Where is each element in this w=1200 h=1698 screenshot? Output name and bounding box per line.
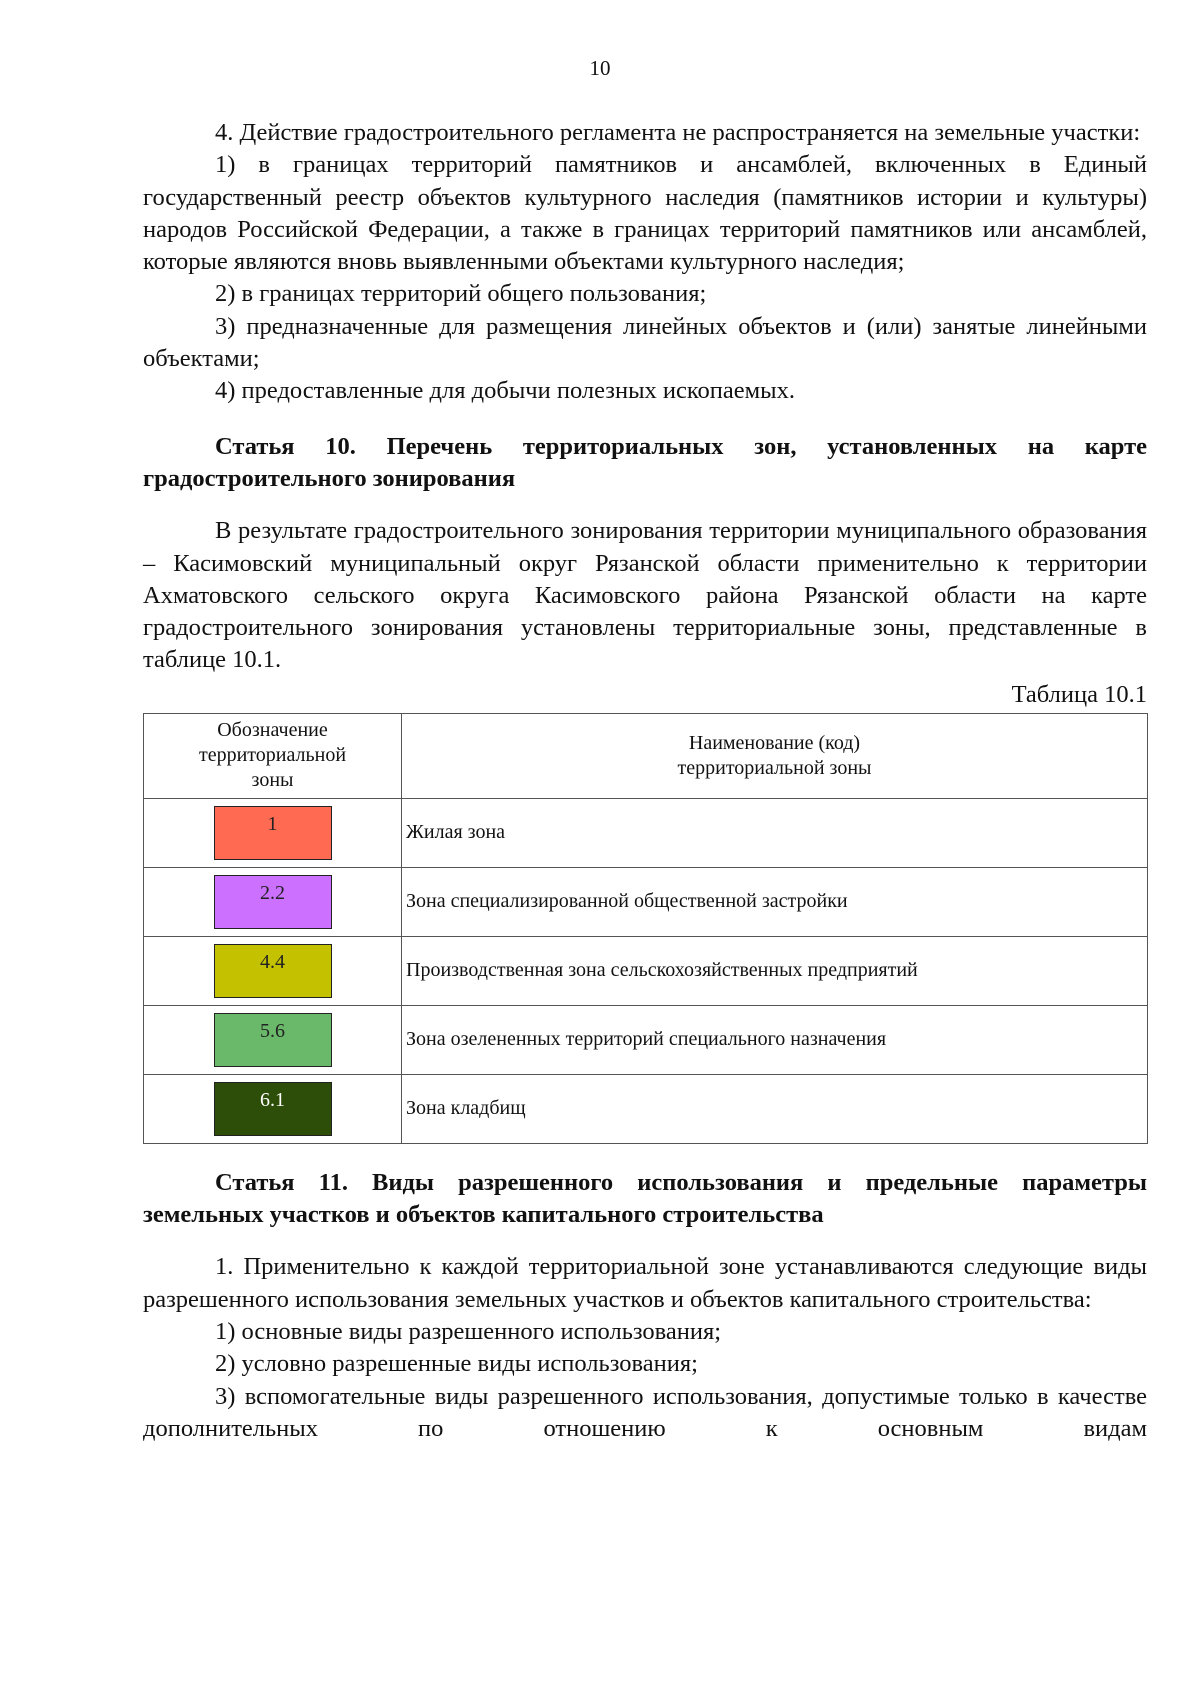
zone-code-cell (144, 798, 402, 867)
zone-name-cell: Зона специализированной общественной застройки (402, 867, 1148, 936)
table-header-name: Наименование (код) территориальной зоны (402, 713, 1148, 798)
zone-name-cell: Производственная зона сельскохозяйственных предприятий (402, 936, 1148, 1005)
page-number: 10 (589, 56, 611, 80)
zone-code-cell (144, 936, 402, 1005)
list-item-3: 3) вспомогательные виды разрешенного использования, допустимые только в качестве дополнительных по отношению к основным видам (143, 1382, 1147, 1442)
zone-code-cell (144, 1005, 402, 1074)
table-header-row (144, 713, 1148, 798)
table-row (144, 1005, 1148, 1074)
table-row (144, 1074, 1148, 1143)
list-item-3: 3) предназначенные для размещения линейных объектов и (или) занятые линейными объектами; (143, 312, 1147, 373)
table-row (144, 798, 1148, 867)
paragraph-item-4: 4. Действие градостроительного регламента не распространяется на земельные участки: (215, 119, 1141, 146)
table-row (144, 867, 1148, 936)
zones-table (143, 713, 1148, 1144)
list-item-2: 2) условно разрешенные виды использования; (215, 1350, 698, 1378)
article-11-paragraph: 1. Применительно к каждой территориальной зоне устанавливаются следующие виды разрешенного использования земельных участков и объектов капитального строительства: (143, 1253, 1147, 1313)
zone-name-cell: Зона озелененных территорий специального назначения (402, 1005, 1148, 1074)
list-item-4: 4) предоставленные для добычи полезных ископаемых. (215, 377, 795, 405)
zone-name-cell: Зона кладбищ (402, 1074, 1148, 1143)
article-10-paragraph: В результате градостроительного зонирования территории муниципального образования – Касимовский муниципальный округ Рязанской области применительно к территории Ахматовского сельского округа Касимовского района Рязанской области на карте градостроительного зонирования установлены территориальные зоны, представленные в таблице 10.1. (143, 517, 1147, 674)
list-item-1: 1) в границах территорий памятников и ансамблей, включенных в Единый государственный реестр объектов культурного наследия (памятников истории и культуры) народов Российской Федерации, а также в границах территорий памятников или ансамблей, которые являются вновь выявленными объектами культурного наследия; (143, 151, 1147, 276)
article-11-heading: Статья 11. Виды разрешенного использования и предельные параметры земельных участков и объектов капитального строительства (143, 1168, 1147, 1229)
zone-code-cell (144, 867, 402, 936)
zone-swatch: 6.1 (214, 1082, 332, 1136)
zone-swatch: 4.4 (214, 944, 332, 998)
zone-code-cell (144, 1074, 402, 1143)
zone-swatch: 2.2 (214, 875, 332, 929)
table-caption: Таблица 10.1 (1011, 680, 1147, 708)
list-item-1: 1) основные виды разрешенного использования; (215, 1317, 722, 1345)
zone-name-cell: Жилая зона (402, 798, 1148, 867)
table-header-designation: Обозначение территориальной зоны (144, 713, 402, 798)
list-item-2: 2) в границах территорий общего пользования; (215, 280, 707, 308)
article-10-heading: Статья 10. Перечень территориальных зон, установленных на карте градостроительного зонирования (143, 432, 1147, 492)
page-content (143, 117, 1147, 1445)
zone-swatch: 1 (214, 806, 332, 860)
zone-swatch: 5.6 (214, 1013, 332, 1067)
table-row (144, 936, 1148, 1005)
